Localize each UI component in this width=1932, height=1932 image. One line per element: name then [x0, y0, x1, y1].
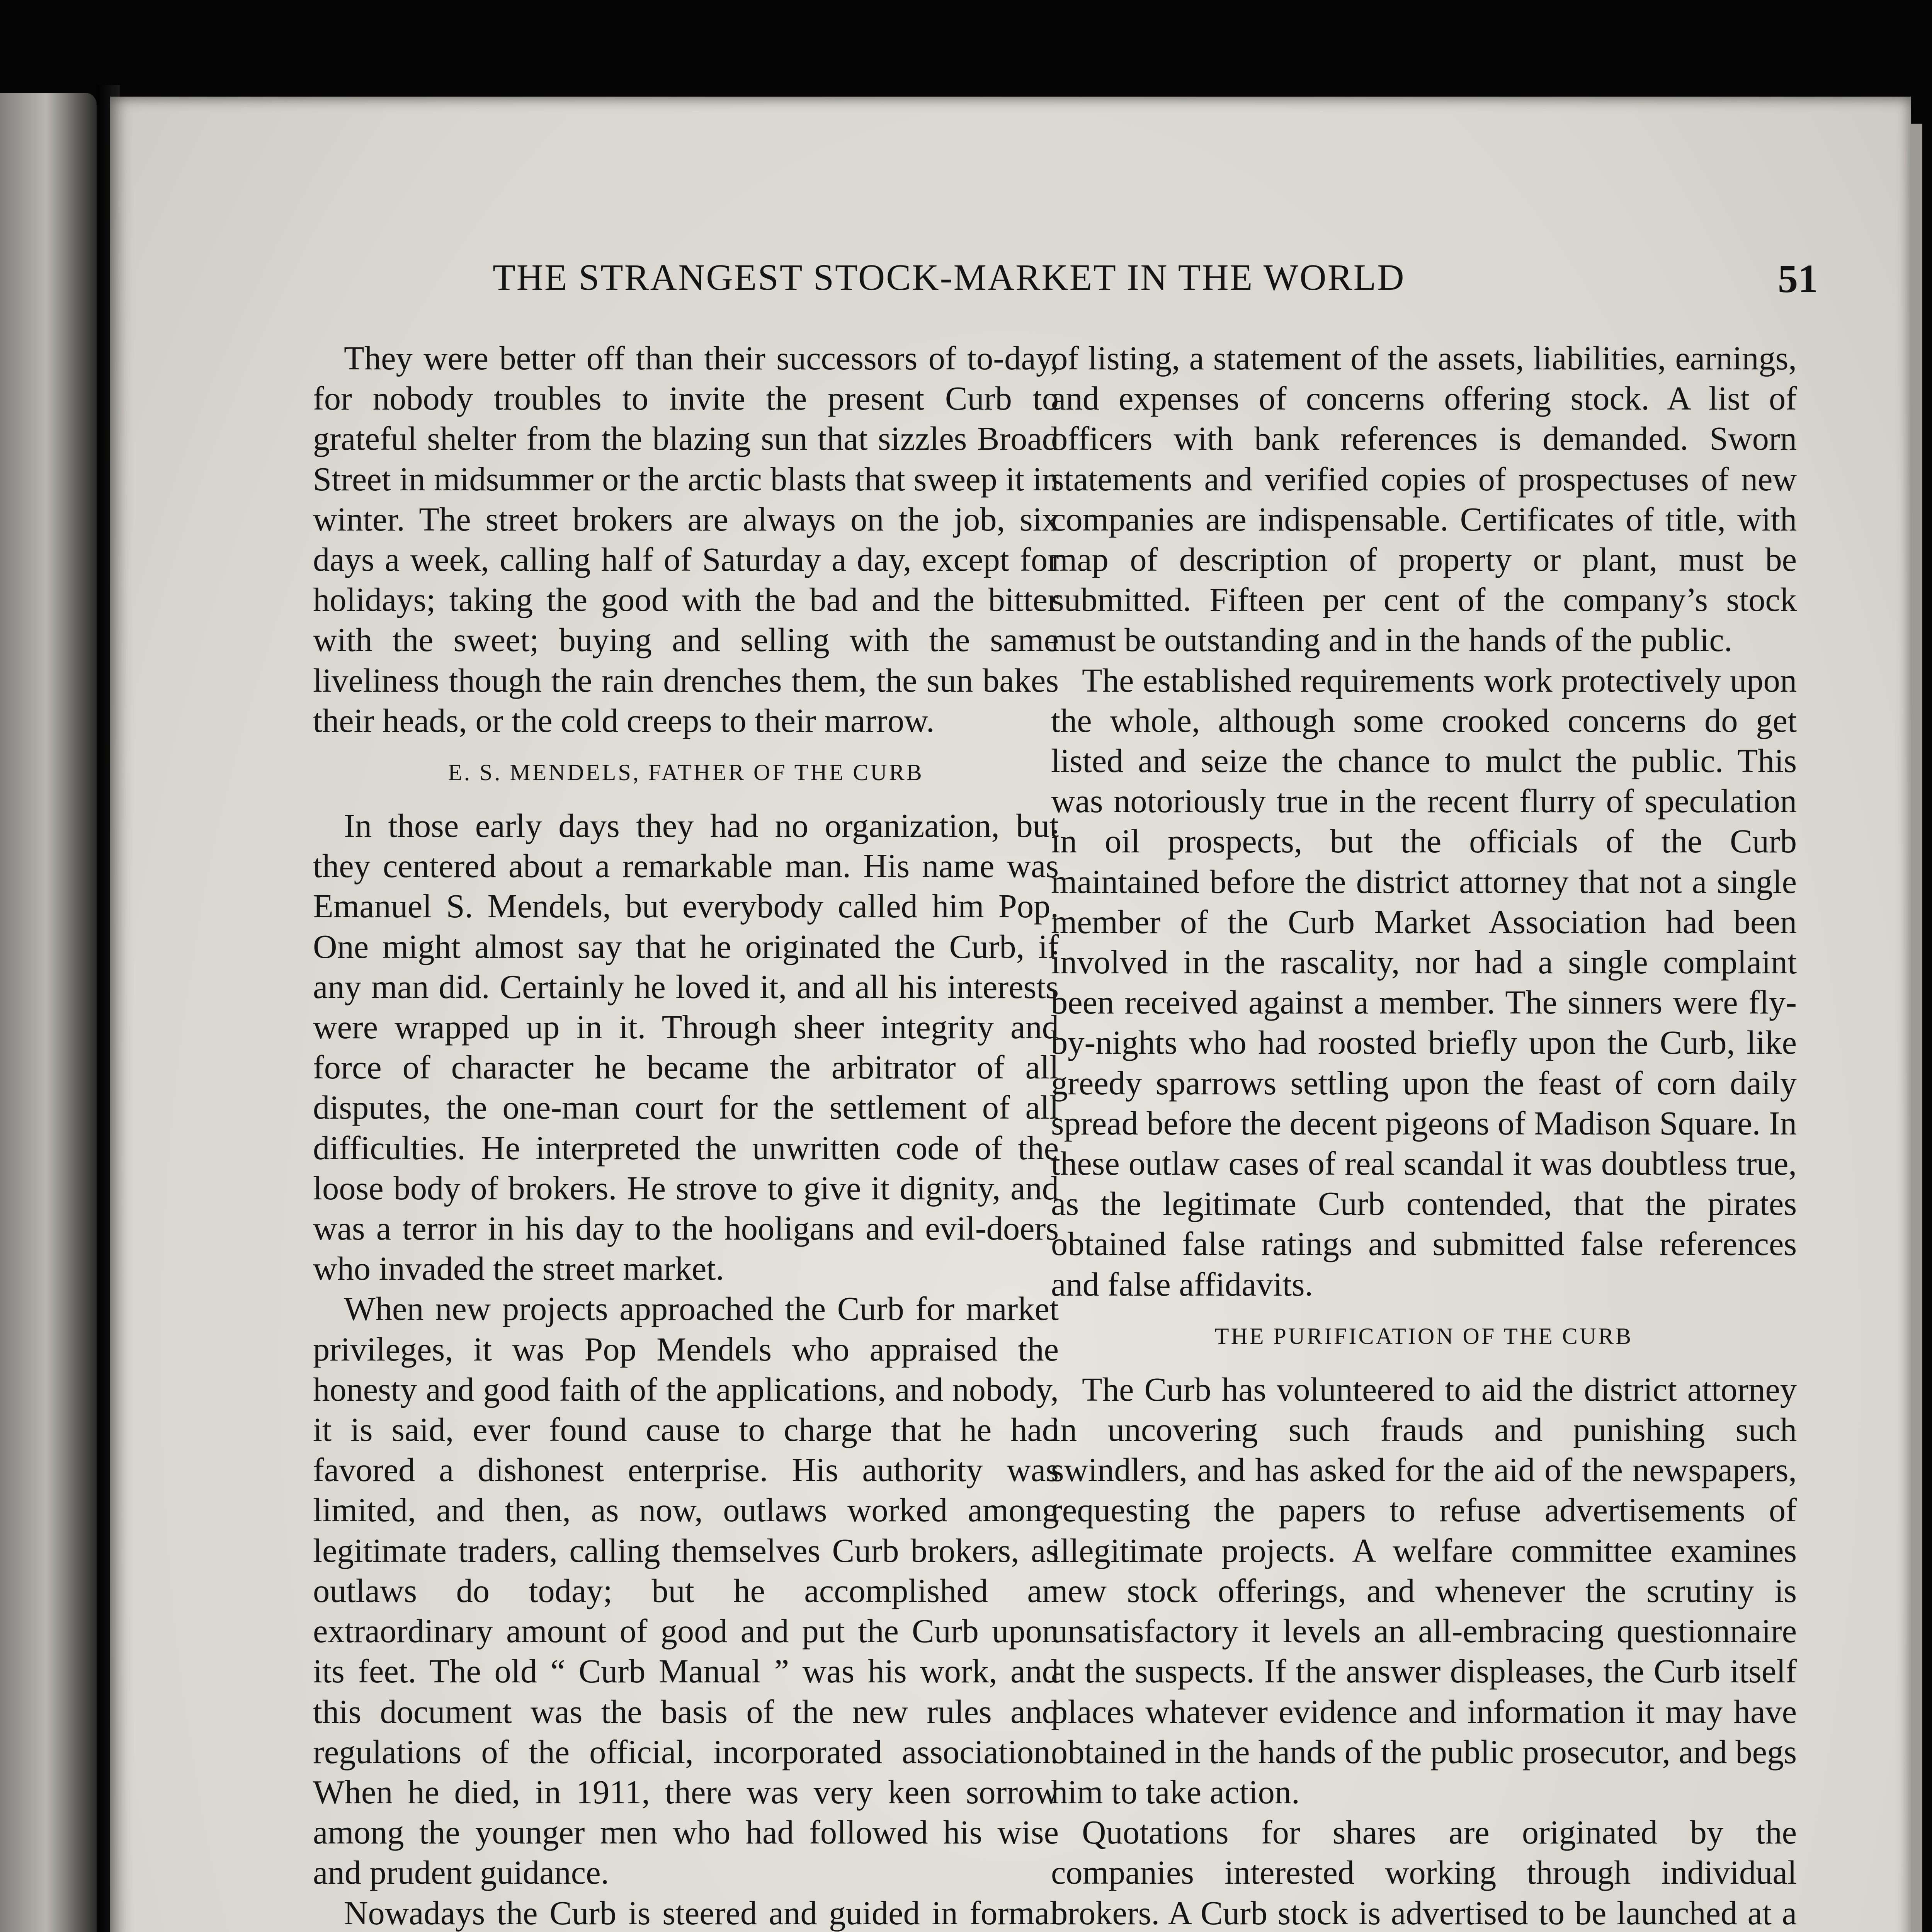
paragraph: Nowadays the Curb is steered and guided in formal — [344, 1894, 1059, 1932]
page-edge — [1911, 124, 1922, 1932]
page-number: 51 — [1778, 257, 1818, 301]
running-title: THE STRANGEST STOCK-MARKET IN THE WORLD — [493, 257, 1405, 298]
paragraph: When new projects approached the Curb for market privileges, it was Pop Mendels who appraised the honesty and good faith of the applications, and nobody, it is said, ever found cause to charge that he had favored a dishonest enterprise. His authority was limited, and then, as now, outlaws worked among legitimate traders, calling themselves Curb brokers, as outlaws do today; but he accomplished an extraordinary amount of good and put the Curb upon its feet. The old “ Curb Manual ” was his work, and this document was the basis of the new rules and regulations of the official, incorporated association. When he died, in 1911, there was very keen sorrow among the younger men who had followed his wise and prudent guidance. — [313, 1290, 1059, 1891]
paragraph: In those early days they had no organization, but they centered about a remarkable man. His name was Emanuel S. Mendels, but everybody called him Pop. One might almost say that he originated the Curb, if any man did. Certainly he loved it, and all his interests were wrapped up in it. Through sheer integrity and force of character he became the arbitrator of all disputes, the one-man court for the settlement of all difficulties. He interpreted the unwritten code of the loose body of brokers. He strove to give it dignity, and was a terror in his day to the hooligans and evil-doers who invaded the street market. — [313, 807, 1059, 1287]
section-subheading: E. S. MENDELS, FATHER OF THE CURB — [448, 760, 924, 786]
paragraph: They were better off than their successors of to-day, for nobody troubles to invite the present Curb to grateful shelter from the blazing sun that sizzles Broad Street in midsummer or the arctic blasts that sweep it in winter. The street brokers are always on the job, six days a week, calling half of Saturday a day, except for holidays; taking the good with the bad and the bitter with the sweet; buying and selling with the same liveliness though the rain drenches them, the sun bakes their heads, or the cold creeps to their marrow. — [313, 340, 1059, 739]
paragraph: Quotations for shares are originated by the companies interested working through individual brokers. A Curb stock is advertised to be launched at a — [1051, 1814, 1797, 1932]
section-subheading: THE PURIFICATION OF THE CURB — [1214, 1323, 1633, 1349]
paragraph: of listing, a statement of the assets, liabilities, earnings, and expenses of concerns offering stock. A list of officers with bank references is demanded. Sworn statements and verified copies of prospectuses of new companies are indispensable. Certificates of title, with map of description of property or plant, must be submitted. Fifteen per cent of the company’s stock must be outstanding and in the hands of the public. — [1051, 340, 1797, 659]
paragraph: The Curb has volunteered to aid the district attorney in uncovering such frauds and punishing such swindlers, and has asked for the aid of the newspapers, requesting the papers to refuse advertisements of illegitimate projects. A welfare committee examines new stock offerings, and whenever the scrutiny is unsatisfactory it levels an all-embracing questionnaire at the suspects. If the answer displeases, the Curb itself places whatever evidence and information it may have obtained in the hands of the public prosecutor, and begs him to take action. — [1051, 1371, 1797, 1811]
right-column — [1051, 338, 1797, 1932]
paragraph: The established requirements work protectively upon the whole, although some crooked concerns do get listed and seize the chance to mulct the public. This was notoriously true in the recent flurry of speculation in oil prospects, but the officials of the Curb maintained before the district attorney that not a single member of the Curb Market Association had been involved in the rascality, nor had a single complaint been received against a member. The sinners were fly-by-nights who had roosted briefly upon the Curb, like greedy sparrows settling upon the feast of corn daily spread before the decent pigeons of Madison Square. In these outlaw cases of real scandal it was doubtless true, as the legitimate Curb contended, that the pirates obtained false ratings and submitted false references and false affidavits. — [1051, 662, 1797, 1303]
left-column — [313, 338, 1059, 1932]
left-page-edge — [0, 93, 97, 1932]
page-header — [381, 256, 1818, 306]
